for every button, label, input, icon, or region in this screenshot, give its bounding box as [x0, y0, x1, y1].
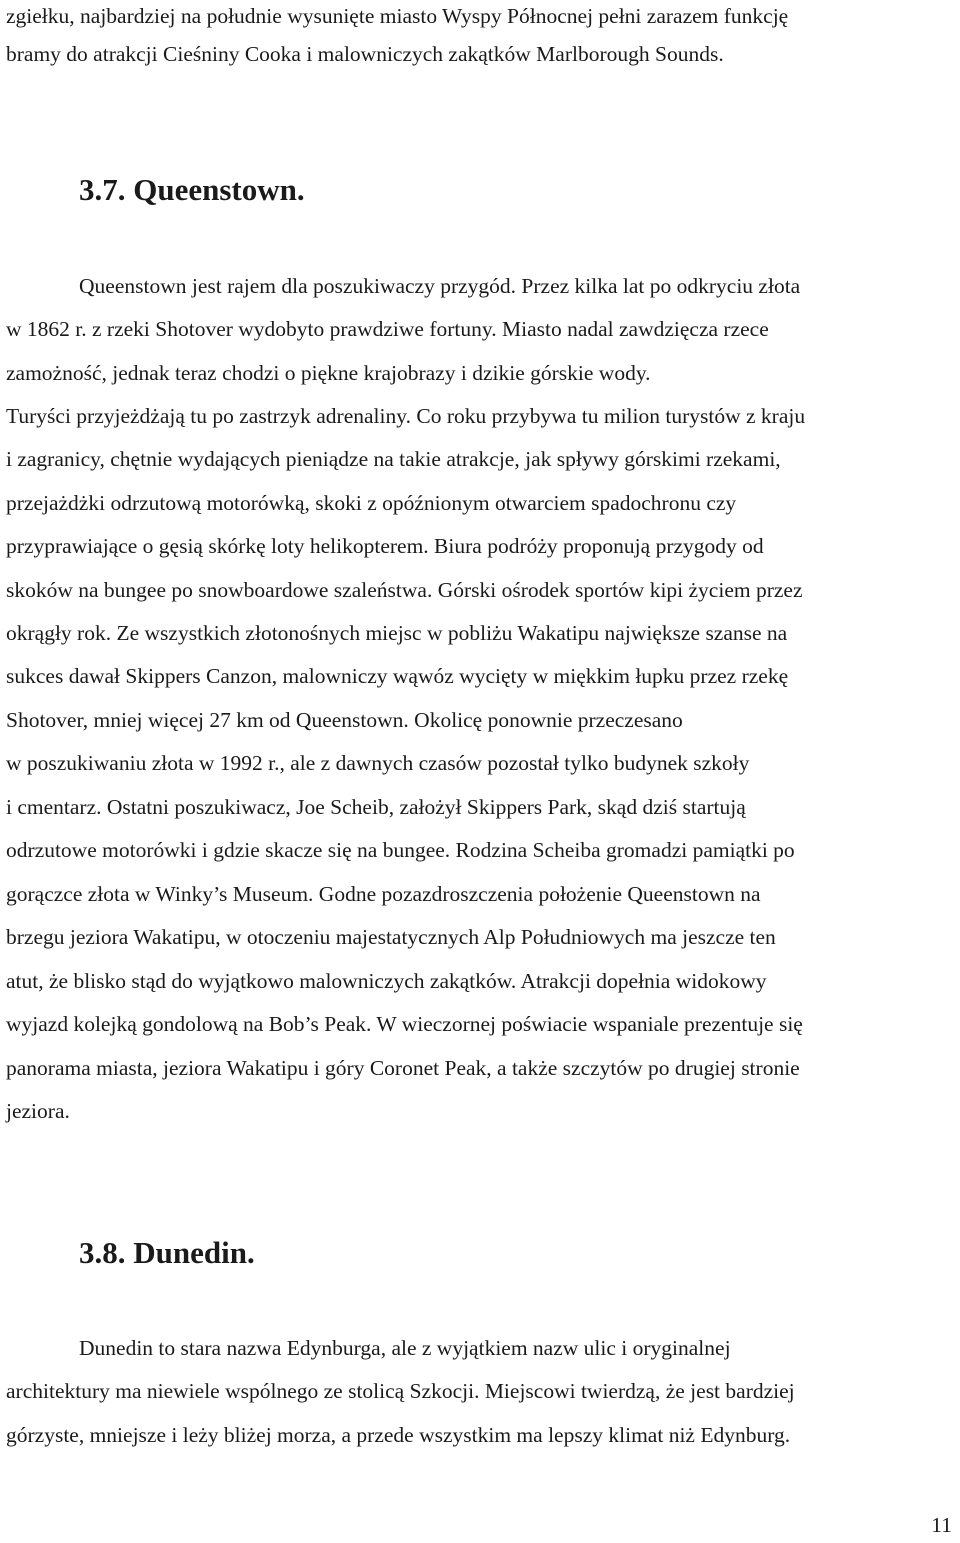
paragraph-line: Turyści przyjeżdżają tu po zastrzyk adrenaliny. Co roku przybywa tu milion turystów z kraju	[6, 404, 806, 428]
paragraph-line: w poszukiwaniu złota w 1992 r., ale z dawnych czasów pozostał tylko budynek szkoły	[6, 751, 750, 775]
paragraph-line: odrzutowe motorówki i gdzie skacze się na bungee. Rodzina Scheiba gromadzi pamiątki po	[6, 838, 795, 862]
section-heading-queenstown: 3.7. Queenstown.	[79, 172, 305, 207]
paragraph-line: zgiełku, najbardziej na południe wysunięte miasto Wyspy Północnej pełni zarazem funkcję	[6, 4, 789, 28]
paragraph-line: i cmentarz. Ostatni poszukiwacz, Joe Scheib, założył Skippers Park, skąd dziś startują	[6, 795, 746, 819]
paragraph-line: atut, że blisko stąd do wyjątkowo malowniczych zakątków. Atrakcji dopełnia widokowy	[6, 969, 767, 993]
paragraph-line: przejażdżki odrzutową motorówką, skoki z opóźnionym otwarciem spadochronu czy	[6, 491, 737, 515]
paragraph-line: przyprawiające o gęsią skórkę loty helikopterem. Biura podróży proponują przygody od	[6, 534, 764, 558]
paragraph-line: Dunedin to stara nazwa Edynburga, ale z wyjątkiem nazw ulic i oryginalnej	[79, 1336, 731, 1360]
paragraph-line: Queenstown jest rajem dla poszukiwaczy przygód. Przez kilka lat po odkryciu złota	[79, 274, 801, 298]
paragraph-line: sukces dawał Skippers Canzon, malowniczy wąwóz wycięty w miękkim łupku przez rzekę	[6, 664, 789, 688]
paragraph-line: Shotover, mniej więcej 27 km od Queenstown. Okolicę ponownie przeczesano	[6, 708, 683, 732]
paragraph-line: zamożność, jednak teraz chodzi o piękne krajobrazy i dzikie górskie wody.	[6, 361, 651, 385]
paragraph-line: skoków na bungee po snowboardowe szaleństwa. Górski ośrodek sportów kipi życiem przez	[6, 578, 803, 602]
paragraph-line: panorama miasta, jeziora Wakatipu i góry Coronet Peak, a także szczytów po drugiej stronie	[6, 1056, 800, 1080]
paragraph-line: brzegu jeziora Wakatipu, w otoczeniu majestatycznych Alp Południowych ma jeszcze ten	[6, 925, 776, 949]
paragraph-line: wyjazd kolejką gondolową na Bob’s Peak. W wieczornej poświacie wspaniale prezentuje się	[6, 1012, 803, 1036]
paragraph-line: architektury ma niewiele wspólnego ze stolicą Szkocji. Miejscowi twierdzą, że jest bardziej	[6, 1379, 795, 1403]
paragraph-line: i zagranicy, chętnie wydających pieniądze na takie atrakcje, jak spływy górskimi rzekami,	[6, 447, 781, 471]
page-number: 11	[931, 1513, 952, 1537]
paragraph-line: gorączce złota w Winky’s Museum. Godne pozazdroszczenia położenie Queenstown na	[6, 882, 761, 906]
paragraph-line: jeziora.	[6, 1099, 70, 1123]
paragraph-line: górzyste, mniejsze i leży bliżej morza, a przede wszystkim ma lepszy klimat niż Edynburg.	[6, 1423, 791, 1447]
paragraph-line: okrągły rok. Ze wszystkich złotonośnych miejsc w pobliżu Wakatipu największe szanse na	[6, 621, 788, 645]
paragraph-line: w 1862 r. z rzeki Shotover wydobyto prawdziwe fortuny. Miasto nadal zawdzięcza rzece	[6, 317, 769, 341]
section-heading-dunedin: 3.8. Dunedin.	[79, 1235, 255, 1270]
paragraph-line: bramy do atrakcji Cieśniny Cooka i malowniczych zakątków Marlborough Sounds.	[6, 42, 724, 66]
